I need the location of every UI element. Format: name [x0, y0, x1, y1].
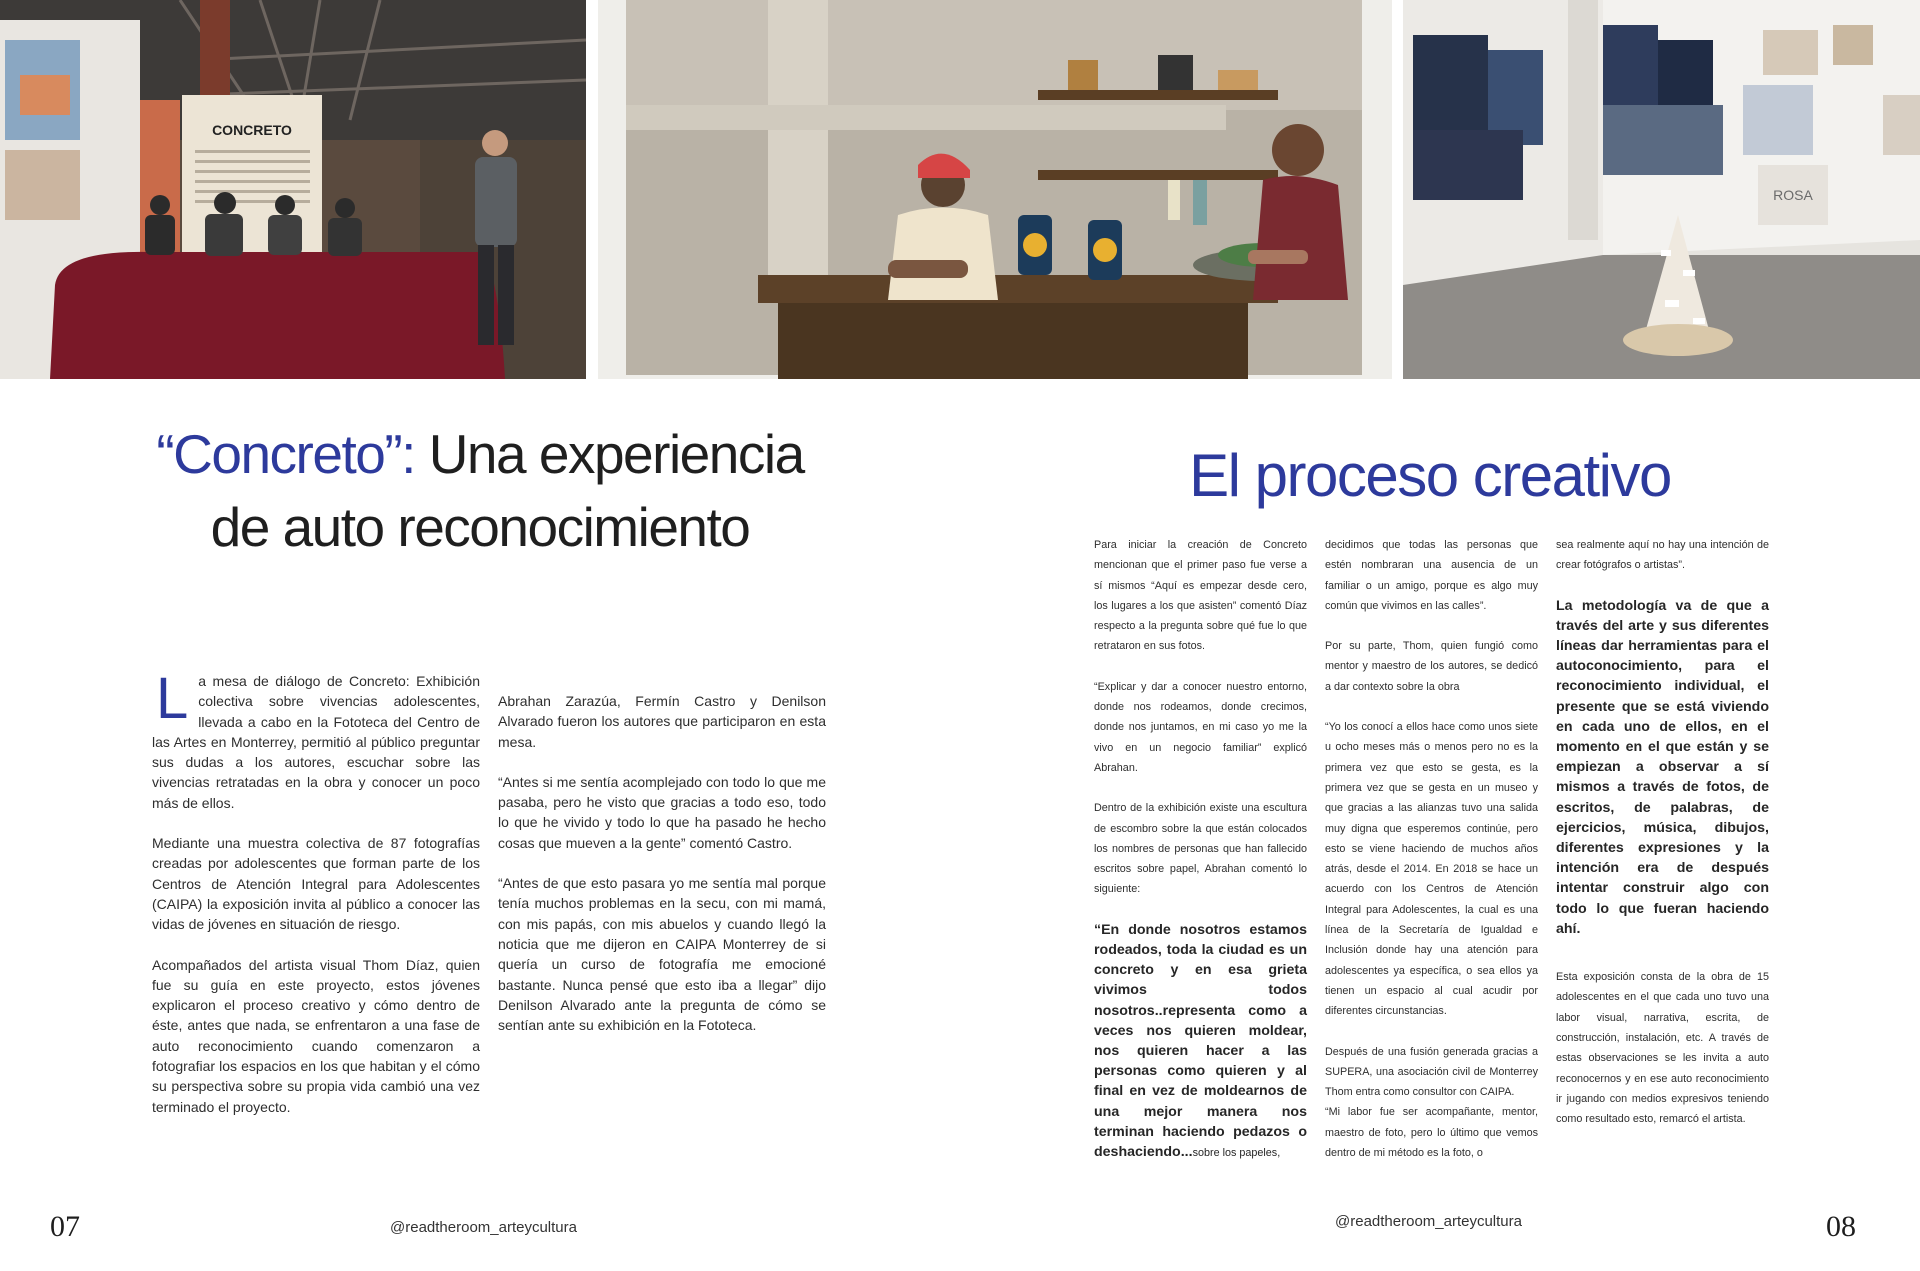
paragraph: “Mi labor fue ser acompañante, mentor, maestro de foto, pero lo último que vemos dentro de mi método es la foto, o	[1325, 1106, 1538, 1160]
paragraph: sea realmente aquí no hay una intención de crear fotógrafos o artistas”.	[1556, 539, 1769, 572]
drop-cap: L	[156, 666, 189, 731]
pull-quote	[1094, 920, 1307, 1163]
press-conference-photo	[0, 0, 586, 379]
page-number-left: 07	[50, 1210, 80, 1243]
paragraph: Para iniciar la creación de Concreto mencionan que el primer paso fue verse a sí mismos “Aquí es empezar desde cero, los lugares a los que asisten” comentó Díaz respecto a la pregunta sobre qué fue lo que retrataron en sus fotos.	[1094, 539, 1307, 653]
kitchen-table-photo	[598, 0, 1392, 379]
title-accent: “Concreto”:	[156, 423, 415, 485]
title-rest: Una experiencia de auto reconocimiento	[210, 423, 804, 558]
left-page-title	[150, 418, 810, 564]
gallery-installation-photo	[1403, 0, 1920, 379]
page-number-right: 08	[1826, 1210, 1856, 1243]
right-column-3	[1556, 535, 1769, 1149]
paragraph: “Antes de que esto pasara yo me sentía mal porque tenía muchos problemas en la secu, con mi mamá, con mis papás, con mis abuelos y cuando llegó la noticia que me dijeron en CAIPA Monterrey de si quería un curso de fotografía me emocioné bastante. Nunca pensé que esto iba a llegar” dijo Denilson Alvarado ante la pregunta de cómo se sentían ante su exhibición en la Fototeca.	[498, 875, 826, 1034]
paragraph: Esta exposición consta de la obra de 15 adolescentes en el que cada uno tuvo una labor visual, narrativa, escrita, de construcción, instalación, etc. A través de estas observaciones se les invita a auto reconocernos y en ese auto reconocimiento ir jugando con medios expresivos teniendo como resultado esto, remarcó el artista.	[1556, 971, 1769, 1126]
gallery-installation-illustration	[1403, 0, 1920, 379]
paragraph: “Yo los conocí a ellos hace como unos siete u ocho meses más o menos pero no es la primera vez que esto se gesta, es la primera vez que se gesta en un museo y que gracias a las alianzas tuvo una salida muy digna que esperemos continúe, pero esto se viene haciendo de muchos años atrás, desde el 2014. En 2018 se hace un acuerdo con los Centros de Atención Integral para Adolescentes, la cual es una línea de la Secretaría de Igualdad e Inclusión donde hay una atención para adolescentes ya específica, o sea ellos ya tienen un espacio al cual acudir por diferentes circunstancias.	[1325, 721, 1538, 1018]
right-page-title: El proceso creativo	[1189, 442, 1671, 509]
paragraph: Mediante una muestra colectiva de 87 fotografías creadas por adolescentes que forman parte de los Centros de Atención Integral para Adolescentes (CAIPA) la exposición invita al público a conocer las vidas de jóvenes en situación de riesgo.	[152, 835, 480, 933]
paragraph: “Explicar y dar a conocer nuestro entorno, donde nos rodeamos, donde crecimos, donde nos juntamos, en mi caso yo me la vivo en un negocio familiar” explicó Abrahan.	[1094, 680, 1307, 774]
paragraph-intro-text: a mesa de diálogo de Concreto: Exhibición colectiva sobre vivencias adolescentes, llevada a cabo en la Fototeca del Centro de las Artes en Monterrey, permitió al público preguntar sus dudas a los autores, escuchar sobre las vivencias retratadas en la obra y conocer un poco más de ellos.	[152, 673, 480, 811]
social-handle-left: @readtheroom_arteycultura	[390, 1219, 577, 1236]
pull-quote-text: “En donde nosotros estamos rodeados, toda la ciudad es un concreto y en esa grieta vivimos todos nosotros..representa como a veces nos quieren moldear, nos quieren hacer a las personas como quieren y al final en vez de moldearnos de una mejor manera nos terminan haciendo pedazos o deshaciendo...	[1094, 921, 1307, 1160]
paragraph: “Antes si me sentía acomplejado con todo lo que me pasaba, pero he visto que gracias a todo eso, todo lo que he vivido y todo lo que ha pasado he hecho cosas que mueven a la gente” comentó Castro.	[498, 773, 826, 851]
paragraph: Por su parte, Thom, quien fungió como mentor y maestro de los autores, se dedicó a dar contexto sobre la obra	[1325, 640, 1538, 693]
paragraph: Acompañados del artista visual Thom Díaz, quien fue su guía en este proyecto, estos jóvenes explicaron el proceso creativo y cómo dentro de éste, antes que nada, se enfrentaron a una fase de auto reconocimiento cuando comenzaron a fotografiar los espacios en los que habitan y el cómo su perspectiva sobre su propia vida cambió una vez terminado el proyecto.	[152, 956, 480, 1115]
concreto-banner-text: CONCRETO	[212, 122, 292, 138]
right-column-2	[1325, 535, 1538, 1163]
paragraph: Abrahan Zarazúa, Fermín Castro y Denilson Alvarado fueron los autores que participaron en esta mesa.	[498, 693, 826, 750]
rosa-sign-text: ROSA	[1773, 187, 1813, 203]
paragraph: Después de una fusión generada gracias a SUPERA, una asociación civil de Monterrey Thom entra como consultor con CAIPA.	[1325, 1045, 1538, 1099]
photo-strip	[0, 0, 1920, 379]
social-handle-right: @readtheroom_arteycultura	[1335, 1213, 1522, 1230]
left-column-1	[152, 666, 480, 1137]
left-column-2	[498, 691, 826, 1055]
highlighted-paragraph: La metodología va de que a través del arte y sus diferentes líneas dar herramientas para el autoconocimiento, para el reconocimiento individual, el presente que se está viviendo en cada uno de ellos, en el momento en el que están y se empiezan a observar a sí mismos a través de fotos, de escritos, de palabras, de ejercicios, música, dibujos, diferentes expresiones y la intención era de después intentar construir algo con todo lo que fueran haciendo ahí.	[1556, 597, 1769, 937]
press-conference-illustration	[0, 0, 586, 379]
paragraph: decidimos que todas las personas que estén nombraran una ausencia de un familiar o un amigo, porque es algo muy común que vivimos en las calles”.	[1325, 539, 1538, 612]
kitchen-table-illustration	[598, 0, 1392, 379]
pull-quote-tail: sobre los papeles,	[1192, 1146, 1281, 1159]
paragraph-intro	[152, 666, 480, 813]
paragraph: Dentro de la exhibición existe una escultura de escombro sobre la que están colocados los nombres de personas que han fallecido escritos sobre papel, Abrahan comentó lo siguiente:	[1094, 802, 1307, 896]
right-column-1	[1094, 535, 1307, 1163]
